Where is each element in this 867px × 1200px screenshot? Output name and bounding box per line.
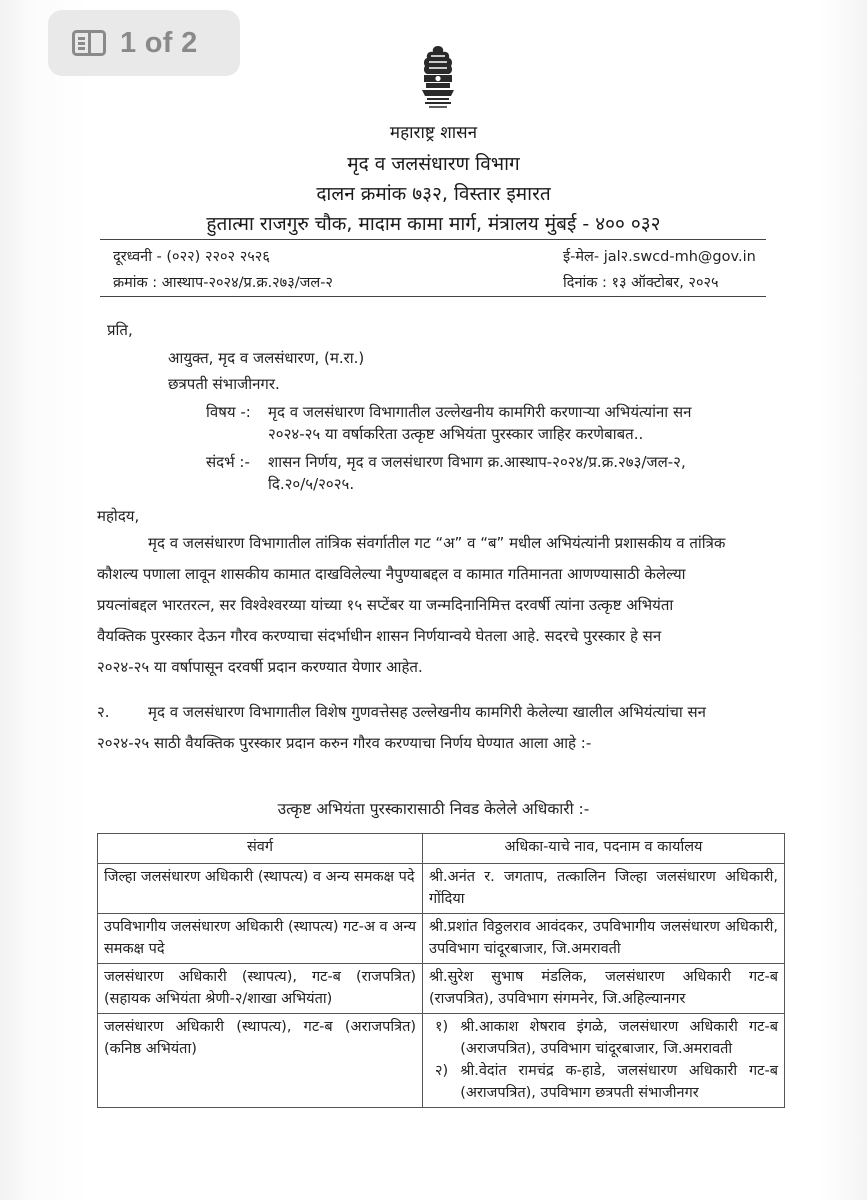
table-row [98, 914, 785, 964]
officer-entry-text: श्री.वेदांत रामचंद्र क-हाडे, जलसंधारण अधिकारी गट-ब (अराजपत्रित), उपविभाग छत्रपती संभाजीनगर [460, 1063, 778, 1101]
cadre-cell: जलसंधारण अधिकारी (स्थापत्य), गट-ब (राजपत्रित) (सहायक अभियंता श्रेणी-२/शाखा अभियंता) [98, 964, 423, 1014]
officer-entry-number: २) [435, 1063, 449, 1079]
header-cadre: संवर्ग [98, 834, 423, 864]
officer-entry-text: श्री.आकाश शेषराव इंगळे, जलसंधारण अधिकारी गट-ब (अराजपत्रित), उपविभाग चांदूरबाजार, जि.अमरावती [460, 1019, 778, 1057]
cadre-cell: उपविभागीय जलसंधारण अधिकारी (स्थापत्य) गट-अ व अन्य समकक्ष पदे [98, 914, 423, 964]
reference-text-2: दि.२०/५/२०२५. [268, 475, 355, 493]
officer-cell [423, 1014, 785, 1108]
table-row [98, 964, 785, 1014]
paragraph-2-line-2: २०२४-२५ साठी वैयक्तिक पुरस्कार प्रदान करुन गौरव करण्याचा निर्णय घेण्यात आला आहे :- [97, 734, 592, 752]
recipient-city: छत्रपती संभाजीनगर. [168, 375, 280, 393]
email-address: ई-मेल- jal२.swcd-mh@gov.in [563, 249, 756, 265]
letterhead-address: हुतात्मा राजगुरु चौक, मादाम कामा मार्ग, मंत्रालय मुंबई - ४०० ०३२ [206, 213, 661, 235]
letterhead-government: महाराष्ट्र शासन [389, 123, 478, 143]
state-emblem-icon [413, 42, 463, 114]
header-officer: अधिका-याचे नाव, पदनाम व कार्यालय [423, 834, 785, 864]
paragraph-2-line-1: मृद व जलसंधारण विभागातील विशेष गुणवत्तेसह उल्लेखनीय कामगिरी केलेल्या खालील अभियंत्यांचा सन [148, 703, 707, 721]
paragraph-1-line-3: प्रयत्नांबद्दल भारतरत्न, सर विश्वेश्वरय्या यांच्या १५ सप्टेंबर या जन्मदिनानिमित्त दरवर्षी त्यांना उत्कृष्ट अभियंता [97, 596, 674, 614]
header-divider [100, 239, 766, 240]
cadre-cell: जलसंधारण अधिकारी (स्थापत्य), गट-ब (अराजपत्रित) (कनिष्ठ अभियंता) [98, 1014, 423, 1108]
paragraph-2-number: २. [97, 703, 110, 721]
to-label: प्रति, [107, 321, 133, 339]
reference-divider [100, 296, 766, 297]
officer-cell: श्री.सुरेश सुभाष मंडलिक, जलसंधारण अधिकारी गट-ब (राजपत्रित), उपविभाग संगमनेर, जि.अहिल्यानगर [423, 964, 785, 1014]
recipient: आयुक्त, मृद व जलसंधारण, (म.रा.) [168, 349, 365, 367]
officer-entry-number: १) [435, 1019, 449, 1035]
table-row [98, 1014, 785, 1108]
officer-cell: श्री.प्रशांत विठ्ठलराव आवंदकर, उपविभागीय जलसंधारण अधिकारी, उपविभाग चांदूरबाजार, जि.अमरावती [423, 914, 785, 964]
paragraph-1-line-5: २०२४-२५ या वर्षापासून दरवर्षी प्रदान करण्यात येणार आहेत. [97, 658, 423, 676]
salutation: महोदय, [97, 507, 140, 525]
subject-text-2: २०२४-२५ या वर्षाकरिता उत्कृष्ट अभियंता पुरस्कार जाहिर करणेबाबत.. [268, 425, 644, 443]
paragraph-1-line-4: वैयक्तिक पुरस्कार देऊन गौरव करण्याचा संदर्भाधीन शासन निर्णयान्वये घेतला आहे. सदरचे पुरस्कार हे सन [97, 627, 662, 645]
table-header-row [98, 834, 785, 864]
officer-cell: श्री.अनंत र. जगताप, तत्कालिन जिल्हा जलसंधारण अधिकारी, गोंदिया [423, 864, 785, 914]
officer-entry [429, 1060, 778, 1104]
phone-number: दूरध्वनी - (०२२) २२०२ २५२६ [113, 249, 270, 265]
table-row [98, 864, 785, 914]
reference-text-1: शासन निर्णय, मृद व जलसंधारण विभाग क्र.आस्थाप-२०२४/प्र.क्र.२७३/जल-२, [268, 453, 686, 471]
paragraph-1-line-2: कौशल्य पणाला लावून शासकीय कामात दाखविलेल्या नैपुण्याबद्दल व कामात गतिमानता आणण्यासाठी केलेल्या [97, 565, 686, 583]
reference-label: संदर्भ :- [206, 453, 250, 471]
paragraph-1-line-1: मृद व जलसंधारण विभागातील तांत्रिक संवर्गातील गट “अ” व “ब” मधील अभियंत्यांनी प्रशासकीय व तांत्रिक [148, 534, 726, 552]
cadre-cell: जिल्हा जलसंधारण अधिकारी (स्थापत्य) व अन्य समकक्ष पदे [98, 864, 423, 914]
awardees-table [97, 833, 785, 1108]
page-indicator[interactable] [48, 10, 240, 76]
page-list-icon [72, 30, 106, 56]
reference-number: क्रमांक : आस्थाप-२०२४/प्र.क्र.२७३/जल-२ [113, 275, 333, 291]
letter-date: दिनांक : १३ ऑक्टोबर, २०२५ [563, 275, 719, 291]
officer-entry [429, 1016, 778, 1060]
subject-label: विषय -: [206, 403, 251, 421]
letterhead-department: मृद व जलसंधारण विभाग [347, 153, 520, 175]
letterhead-room: दालन क्रमांक ७३२, विस्तार इमारत [316, 183, 551, 205]
subject-text-1: मृद व जलसंधारण विभागातील उल्लेखनीय कामगिरी करणाऱ्या अभियंत्यांना सन [268, 403, 692, 421]
table-caption: उत्कृष्ट अभियंता पुरस्कारासाठी निवड केलेले अधिकारी :- [277, 800, 590, 818]
page-indicator-label: 1 of 2 [120, 26, 198, 59]
